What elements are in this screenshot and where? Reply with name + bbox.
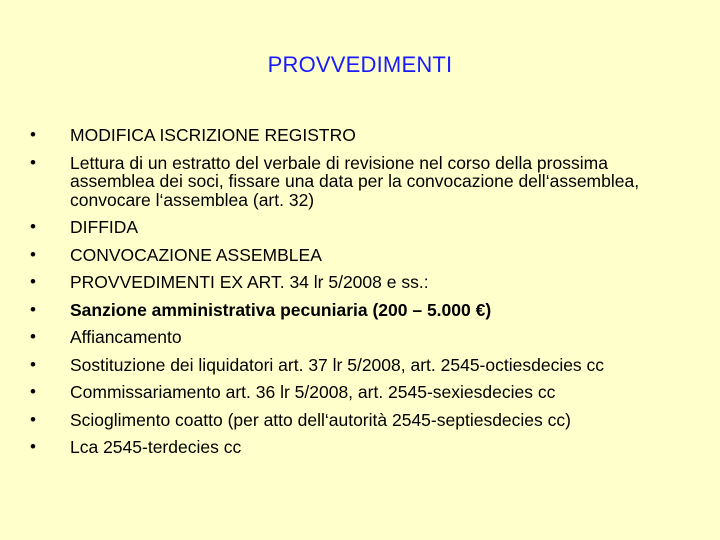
list-item <box>30 383 670 402</box>
bullet-text: Sostituzione dei liquidatori art. 37 lr 5/2008, art. 2545-octiesdecies cc <box>70 354 605 375</box>
bullet-icon: • <box>30 327 36 346</box>
bullet-icon: • <box>30 382 36 401</box>
list-item <box>30 411 670 430</box>
list-item <box>30 356 670 375</box>
bullet-icon: • <box>30 409 36 429</box>
bullet-icon: • <box>30 272 36 291</box>
list-item <box>30 328 670 347</box>
bullet-text: Lca 2545-terdecies cc <box>70 437 242 457</box>
bullet-text: PROVVEDIMENTI EX ART. 34 lr 5/2008 e ss.: <box>70 272 429 292</box>
bullet-text: DIFFIDA <box>70 217 139 237</box>
bullet-text: Scioglimento coatto (per atto dell‘autorità 2545-septiesdecies cc) <box>70 409 571 430</box>
list-item <box>30 301 670 320</box>
bullet-text: Sanzione amministrativa pecuniaria (200 – 5.000 €) <box>70 299 492 320</box>
bullet-text: Commissariamento art. 36 lr 5/2008, art. 2545-sexiesdecies cc <box>70 382 556 402</box>
bullet-icon: • <box>30 299 36 319</box>
bullet-icon: • <box>30 244 36 264</box>
list-item <box>30 126 670 145</box>
slide-title: PROVVEDIMENTI <box>267 52 453 77</box>
list-item <box>30 218 670 237</box>
list-item <box>30 154 670 210</box>
bullet-icon: • <box>30 152 36 172</box>
bullet-icon: • <box>30 354 36 374</box>
list-item <box>30 273 670 292</box>
bullet-text: Lettura di un estratto del verbale di revisione nel corso della prossima assemblea dei soci, fissare una data per la convocazione dell‘assemblea, convocare l‘assemblea (art. 32) <box>70 152 640 210</box>
list-item <box>30 438 670 457</box>
bullet-text: Affiancamento <box>70 327 182 347</box>
list-item <box>30 246 670 265</box>
bullet-text: CONVOCAZIONE ASSEMBLEA <box>70 244 322 265</box>
bullet-icon: • <box>30 437 36 456</box>
bullet-icon: • <box>30 125 36 144</box>
bullet-text: MODIFICA ISCRIZIONE REGISTRO <box>70 125 356 145</box>
bullet-icon: • <box>30 217 36 236</box>
bullet-list <box>30 126 670 466</box>
